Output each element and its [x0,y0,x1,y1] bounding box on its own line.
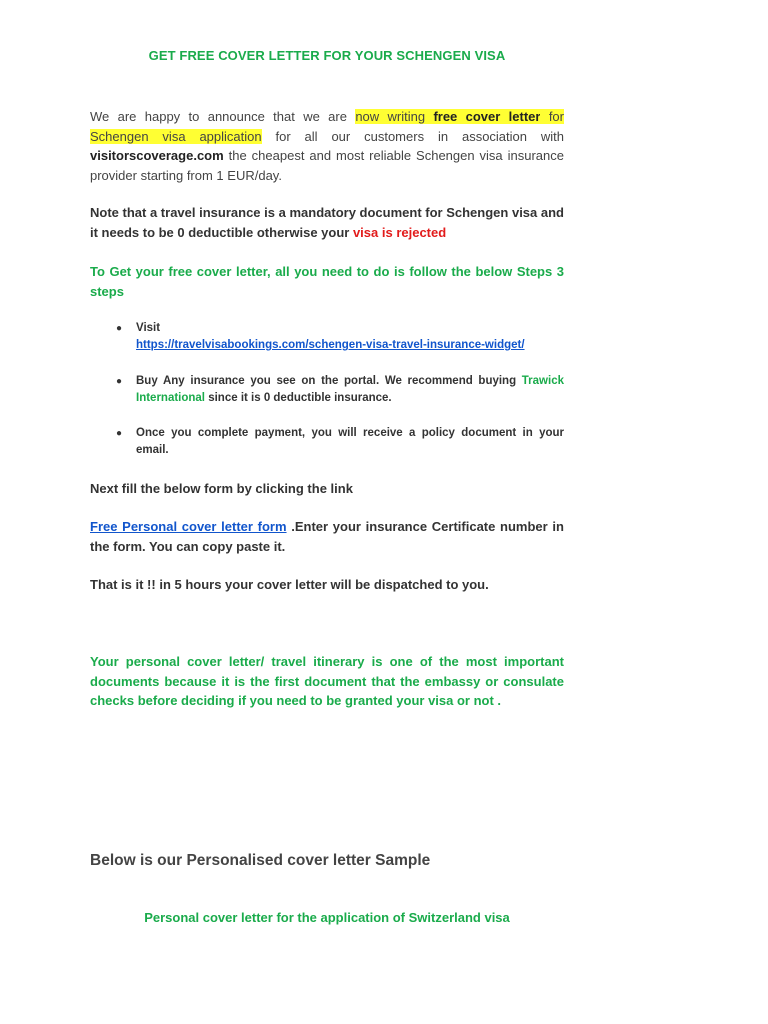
intro-text-2: for all our customers in association with [261,128,565,144]
bullet-icon: ● [116,323,123,334]
intro-text-3: the cheapest and most reliable Schengen visa insurance provider starting from 1 EUR/day. [90,148,564,183]
note-text: Note that a travel insurance is a mandatory document for Schengen visa and it needs to be 0 deductible otherwise your [90,205,564,240]
cover-letter-form-link[interactable]: Free Personal cover letter form [90,519,287,534]
site-name: visitorscoverage.com [90,148,224,163]
next-instruction: Next fill the below form by clicking the link [90,481,353,496]
intro-text-1: We are happy to announce that we are [90,109,356,124]
form-text: .Enter your insurance Certificate number in the form. You can copy paste it. [90,519,564,554]
sample-heading: Below is our Personalised cover letter Sample [90,852,431,869]
highlight-now-writing: now writing [355,109,434,124]
done-paragraph: That is it !! in 5 hours your cover letter will be dispatched to you. [90,577,489,592]
page-title: GET FREE COVER LETTER FOR YOUR SCHENGEN VISA [148,48,506,63]
bullet-icon: ● [116,428,123,439]
intro-paragraph [90,107,564,185]
step-2-text-1: Buy Any insurance you see on the portal. We recommend buying [136,375,522,387]
step-3-text: Once you complete payment, you will receive a policy document in your email. [136,427,564,456]
note-red-text: visa is rejected [352,224,447,240]
sample-subtitle: Personal cover letter for the application of Switzerland visa [144,910,510,925]
note-paragraph [90,203,564,242]
highlight-free-cover-letter: free cover letter [433,109,541,124]
highlight-schengen-application: for Schengen visa application [90,109,564,144]
portal-link[interactable]: https://travelvisabookings.com/schengen-visa-travel-insurance-widget/ [136,339,525,351]
personal-letter-paragraph: Your personal cover letter/ travel itinerary is one of the most important documents because it is the first document that the embassy or consulate checks before deciding if you need to be granted your visa or not . [90,654,564,708]
trawick-text: Trawick International [136,375,564,404]
form-paragraph [90,517,564,556]
steps-intro: To Get your free cover letter, all you need to do is follow the below Steps 3 steps [90,264,564,299]
step-1-text: Visit [136,322,161,334]
step-2-text-2: since it is 0 deductible insurance. [205,392,392,404]
bullet-icon: ● [116,376,123,387]
